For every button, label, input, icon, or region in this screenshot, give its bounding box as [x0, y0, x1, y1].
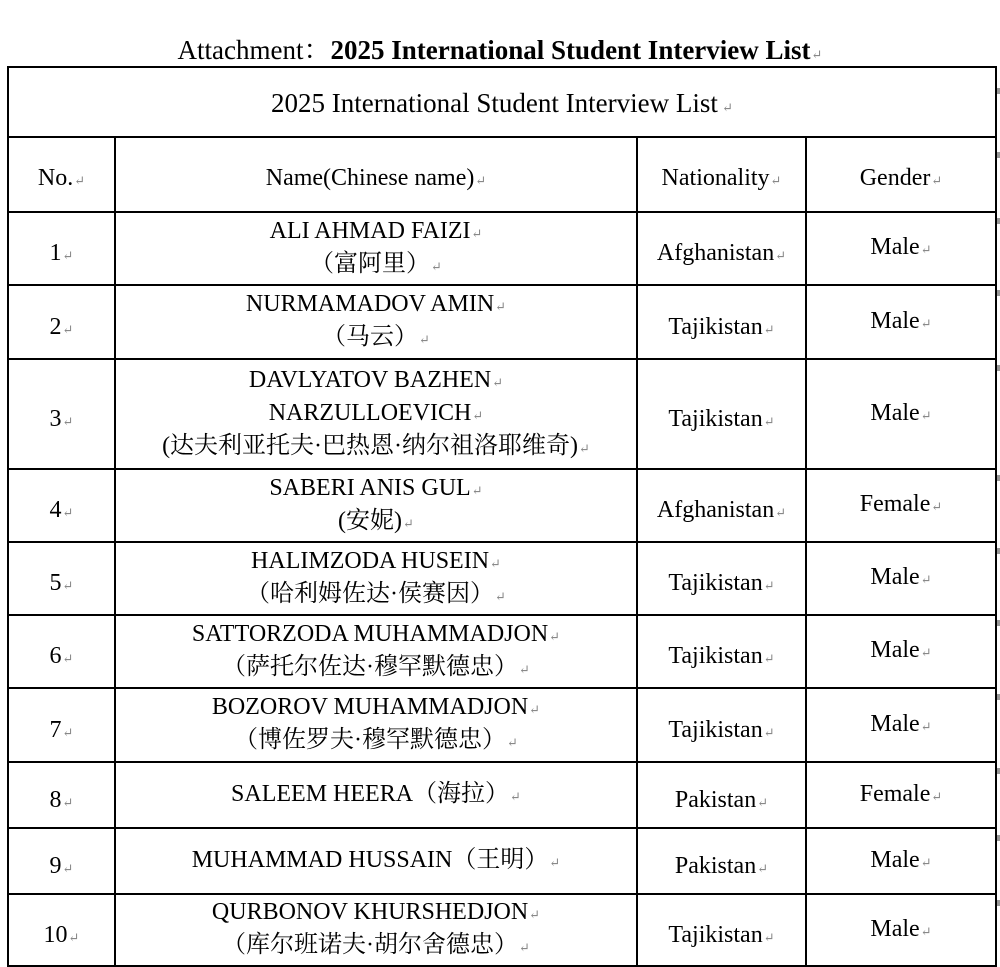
paragraph-mark-icon: ↵ [757, 794, 769, 810]
name-line [118, 546, 634, 579]
paragraph-mark-icon: ↵ [62, 248, 74, 263]
name-line-text: （富阿里） [310, 250, 431, 277]
table-row [8, 688, 996, 762]
table-row [8, 542, 996, 615]
cell-gender [806, 688, 996, 762]
name-line-text: SALEEM HEERA（海拉） [231, 780, 510, 807]
paragraph-mark-icon: ↵ [931, 173, 943, 188]
paragraph-mark-icon: ↵ [579, 440, 590, 456]
table-row [8, 828, 996, 894]
cell-gender [806, 212, 996, 285]
paragraph-mark-icon: ↵ [62, 651, 74, 666]
cell-no [8, 212, 115, 285]
cell-no-text: 5 [49, 570, 62, 596]
paragraph-mark-icon: ↵ [492, 374, 504, 390]
header-gender [806, 137, 996, 212]
name-line-text: NARZULLOEVICH [268, 399, 472, 426]
title-prefix: Attachment： [177, 35, 331, 65]
paragraph-mark-icon: ↵ [931, 788, 943, 804]
paragraph-mark-icon: ↵ [431, 258, 442, 274]
edge-markers [996, 0, 1000, 964]
table-row [8, 894, 996, 966]
paragraph-mark-icon: ↵ [920, 645, 932, 660]
paragraph-mark-icon: ↵ [519, 661, 530, 677]
cell-nationality-text: Tajikistan [668, 643, 763, 669]
cell-name [115, 212, 637, 285]
name-line-text: QURBONOV KHURSHEDJON [211, 899, 529, 925]
cell-gender [806, 285, 996, 359]
paragraph-mark-icon: ↵ [62, 860, 74, 876]
name-line [118, 365, 634, 398]
paragraph-mark-icon: ↵ [920, 923, 932, 939]
cell-no [8, 894, 115, 966]
cell-nationality [637, 828, 806, 894]
interview-list-table [7, 66, 997, 967]
cell-gender-text: Male [870, 637, 920, 663]
name-line-text: （库尔班诺夫·胡尔舍德忠） [222, 932, 519, 958]
name-line [118, 289, 634, 322]
cell-gender [806, 894, 996, 966]
cell-nationality-text: Afghanistan [656, 240, 775, 266]
paragraph-mark-icon: ↵ [62, 794, 74, 810]
table-row [8, 762, 996, 828]
paragraph-mark-icon: ↵ [920, 242, 932, 257]
cell-nationality-text: Tajikistan [668, 313, 763, 340]
name-line-text: SATTORZODA MUHAMMADJON [191, 620, 549, 647]
name-line [118, 398, 634, 431]
cell-nationality [637, 359, 806, 469]
table-row [8, 359, 996, 469]
cell-name [115, 469, 637, 542]
cell-nationality-text: Pakistan [674, 852, 757, 879]
cell-nationality-text: Tajikistan [668, 716, 763, 743]
name-line [118, 845, 634, 878]
cell-name [115, 762, 637, 828]
paragraph-mark-icon: ↵ [763, 651, 775, 666]
cell-nationality-text: Tajikistan [668, 921, 763, 948]
name-line [118, 725, 634, 758]
name-line [118, 779, 634, 812]
name-line [118, 431, 634, 464]
cell-gender [806, 542, 996, 615]
paragraph-mark-icon: ↵ [472, 407, 484, 423]
name-line [118, 652, 634, 685]
table-row [8, 615, 996, 688]
table-header-row [8, 137, 996, 212]
cell-gender [806, 615, 996, 688]
paragraph-mark-icon: ↵ [74, 173, 86, 188]
cell-name [115, 615, 637, 688]
cell-no [8, 285, 115, 359]
header-name [115, 137, 637, 212]
name-line-text: （马云） [322, 324, 419, 350]
table-row [8, 212, 996, 285]
paragraph-mark-icon: ↵ [549, 628, 561, 644]
paragraph-mark-icon: ↵ [920, 407, 932, 423]
paragraph-mark-icon: ↵ [920, 315, 932, 331]
paragraph-mark-icon: ↵ [920, 718, 932, 734]
cell-nationality [637, 469, 806, 542]
paragraph-mark-icon: ↵ [62, 578, 74, 593]
paragraph-mark-icon: ↵ [763, 929, 775, 945]
name-line [118, 619, 634, 652]
name-line [118, 216, 634, 249]
paragraph-mark-icon: ↵ [495, 299, 507, 314]
name-line-text: SABERI ANIS GUL [269, 474, 471, 501]
paragraph-mark-icon: ↵ [419, 332, 430, 347]
cell-gender [806, 359, 996, 469]
cell-nationality-text: Afghanistan [656, 497, 775, 523]
cell-nationality-text: Tajikistan [668, 405, 763, 432]
table-caption-text: 2025 International Student Interview List [270, 87, 718, 118]
paragraph-mark-icon: ↵ [811, 47, 823, 62]
paragraph-mark-icon: ↵ [510, 788, 521, 804]
cell-no-text: 8 [49, 786, 62, 813]
name-line [118, 692, 634, 725]
paragraph-mark-icon: ↵ [62, 724, 74, 740]
table-row [8, 285, 996, 359]
cell-name [115, 542, 637, 615]
cell-no-text: 4 [49, 497, 62, 523]
paragraph-mark-icon: ↵ [471, 482, 483, 498]
cell-no-text: 9 [49, 852, 62, 879]
cell-no [8, 828, 115, 894]
cell-gender-text: Male [870, 399, 920, 426]
paragraph-mark-icon: ↵ [495, 588, 506, 604]
cell-nationality [637, 894, 806, 966]
name-line-text: NURMAMADOV AMIN [245, 291, 495, 317]
paragraph-mark-icon: ↵ [403, 515, 414, 531]
table-caption [8, 67, 996, 137]
cell-nationality-text: Tajikistan [668, 570, 763, 596]
name-line-text: ALI AHMAD FAIZI [269, 217, 471, 244]
header-nationality-label: Nationality [661, 165, 770, 191]
cell-gender-text: Male [870, 710, 920, 737]
cell-gender-text: Male [870, 915, 920, 942]
cell-nationality-text: Pakistan [674, 786, 757, 813]
cell-no-text: 2 [49, 313, 62, 340]
cell-no [8, 542, 115, 615]
cell-gender-text: Female [859, 491, 931, 517]
header-no-label: No. [37, 165, 74, 191]
table-row [8, 469, 996, 542]
name-line-text: (达夫利亚托夫·巴热恩·纳尔祖洛耶维奇) [162, 432, 579, 459]
name-line [118, 473, 634, 506]
paragraph-mark-icon: ↵ [770, 173, 782, 188]
document-title [0, 28, 1000, 67]
cell-nationality [637, 688, 806, 762]
header-gender-label: Gender [859, 165, 931, 191]
paragraph-mark-icon: ↵ [775, 505, 787, 520]
cell-gender-text: Male [870, 307, 920, 334]
paragraph-mark-icon: ↵ [757, 860, 769, 876]
name-line [118, 506, 634, 539]
name-line-text: （萨托尔佐达·穆罕默德忠） [222, 653, 519, 680]
cell-no [8, 762, 115, 828]
header-name-label: Name(Chinese name) [265, 165, 475, 191]
paragraph-mark-icon: ↵ [490, 555, 501, 571]
paragraph-mark-icon: ↵ [763, 724, 775, 740]
cell-no [8, 359, 115, 469]
paragraph-mark-icon: ↵ [549, 854, 561, 870]
cell-name [115, 828, 637, 894]
paragraph-mark-icon: ↵ [529, 907, 541, 922]
header-no [8, 137, 115, 212]
paragraph-mark-icon: ↵ [775, 248, 787, 263]
name-line [118, 579, 634, 612]
paragraph-mark-icon: ↵ [763, 578, 775, 593]
cell-nationality [637, 212, 806, 285]
cell-name [115, 285, 637, 359]
name-line [118, 897, 634, 930]
name-line-text: MUHAMMAD HUSSAIN（王明） [191, 846, 549, 873]
paragraph-mark-icon: ↵ [62, 321, 74, 337]
name-line-text: DAVLYATOV BAZHEN [248, 366, 492, 393]
paragraph-mark-icon: ↵ [763, 321, 775, 337]
paragraph-mark-icon: ↵ [507, 735, 518, 750]
cell-no [8, 688, 115, 762]
cell-name [115, 359, 637, 469]
cell-no-text: 3 [49, 405, 62, 432]
paragraph-mark-icon: ↵ [763, 413, 775, 429]
cell-name [115, 688, 637, 762]
name-line-text: BOZOROV MUHAMMADJON [211, 694, 529, 720]
paragraph-mark-icon: ↵ [62, 413, 74, 429]
title-main: 2025 International Student Interview List [330, 35, 811, 65]
name-line-text: （博佐罗夫·穆罕默德忠） [234, 727, 507, 753]
paragraph-mark-icon: ↵ [62, 505, 74, 520]
paragraph-mark-icon: ↵ [529, 702, 541, 717]
paragraph-mark-icon: ↵ [471, 225, 483, 241]
cell-gender-text: Male [870, 564, 920, 590]
cell-nationality [637, 542, 806, 615]
cell-nationality [637, 762, 806, 828]
cell-gender [806, 828, 996, 894]
cell-gender [806, 762, 996, 828]
paragraph-mark-icon: ↵ [475, 173, 487, 188]
cell-nationality [637, 285, 806, 359]
cell-no-text: 6 [49, 643, 62, 669]
paragraph-mark-icon: ↵ [68, 929, 80, 945]
name-line-text: HALIMZODA HUSEIN [251, 547, 490, 574]
cell-gender-text: Female [859, 780, 931, 807]
cell-no [8, 469, 115, 542]
cell-no [8, 615, 115, 688]
name-line [118, 322, 634, 355]
name-line-text: （哈利姆佐达·侯赛因） [246, 580, 495, 607]
cell-nationality [637, 615, 806, 688]
paragraph-mark-icon: ↵ [519, 940, 530, 955]
cell-gender-text: Male [870, 846, 920, 873]
cell-gender [806, 469, 996, 542]
name-line [118, 249, 634, 282]
cell-no-text: 7 [49, 716, 62, 743]
paragraph-mark-icon: ↵ [931, 499, 943, 514]
paragraph-mark-icon: ↵ [920, 854, 932, 870]
header-nationality [637, 137, 806, 212]
cell-name [115, 894, 637, 966]
cell-gender-text: Male [870, 234, 920, 260]
paragraph-mark-icon: ↵ [718, 99, 734, 115]
paragraph-mark-icon: ↵ [920, 572, 932, 587]
name-line [118, 930, 634, 963]
name-line-text: (安妮) [338, 507, 403, 534]
cell-no-text: 10 [43, 921, 68, 948]
cell-no-text: 1 [49, 240, 62, 266]
